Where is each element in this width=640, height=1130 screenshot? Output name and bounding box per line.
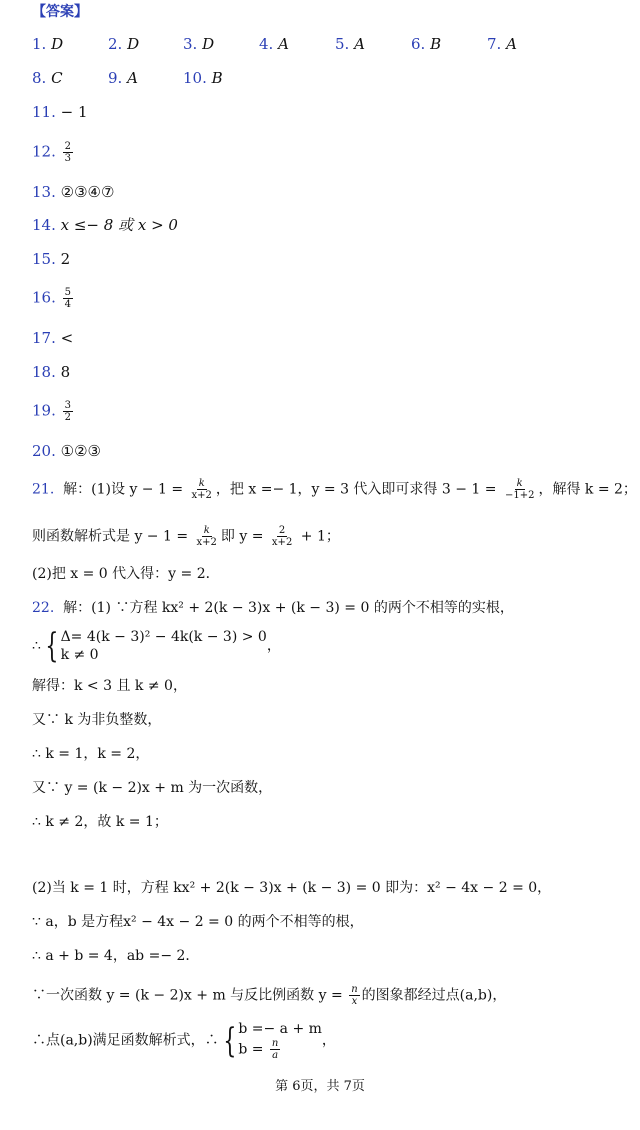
q21-line3: (2)把 x = 0 代入得：y = 2．: [32, 566, 220, 582]
mc-answer: 8. C: [32, 69, 63, 87]
q22-line8: (2)当 k = 1 时，方程 kx² + 2(k − 3)x + (k − 3) = 0 即为：x² − 4x − 2 = 0，: [32, 880, 552, 896]
answer-13: 13. ②③④⑦: [32, 183, 115, 201]
q22-line10: ∴ a + b = 4，ab =− 2．: [32, 948, 200, 964]
q21-line2: 则函数解析式是 y − 1 = $\frac{k}{x+2}$ 即 y = $\frac{2}{x+2}$ + 1；: [32, 525, 340, 548]
mc-answer: 9. A: [108, 69, 138, 87]
mc-answer: 2. D: [108, 35, 140, 53]
answer-15: 15. 2: [32, 250, 71, 268]
q22-line6: 又∵ y = (k − 2)x + m 为一次函数，: [32, 780, 273, 796]
q21-line1: 21. 解：(1)设 y − 1 = $\frac{k}{x+2}$ ，把 x =− 1，y = 3 代入即可求得 3 − 1 = $\frac{k}{-1+2}$ ，解得 k = 2；: [32, 478, 637, 501]
page-footer: 第 6页，共 7页: [275, 1079, 365, 1094]
answer-14: 14. x ≤− 8 或 x > 0: [32, 216, 178, 234]
mc-answer: 4. A: [259, 35, 289, 53]
q22-line3: 解得：k < 3 且 k ≠ 0，: [32, 678, 187, 694]
q22-line11: ∵一次函数 y = (k − 2)x + m 与反比例函数 y = $\frac{n}{x}$ 的图象都经过点(a,b)，: [32, 984, 507, 1007]
mc-answer: 7. A: [487, 35, 517, 53]
mc-answer: 5. A: [335, 35, 365, 53]
q22-line5: ∴ k = 1，k = 2，: [32, 746, 150, 762]
mc-answer: 1. D: [32, 35, 64, 53]
answer-11: 11. − 1: [32, 103, 88, 121]
answer-20: 20. ①②③: [32, 442, 101, 460]
answer-17: 17. <: [32, 329, 74, 347]
mc-answer: 10. B: [183, 69, 223, 87]
mc-answer: 6. B: [411, 35, 442, 53]
q22-line7: ∴ k ≠ 2，故 k = 1；: [32, 814, 168, 830]
answer-16: 16. $\frac{5}{4}$: [32, 287, 72, 310]
q22-system1: ∴ { Δ= 4(k − 3)² − 4k(k − 3) > 0 k ≠ 0 ，: [32, 626, 281, 666]
answer-18: 18. 8: [32, 363, 71, 381]
answer-19: 19. $\frac{3}{2}$: [32, 400, 72, 423]
q22-line1: 22. 解：(1) ∵方程 kx² + 2(k − 3)x + (k − 3) = 0 的两个不相等的实根，: [32, 600, 514, 616]
mc-answer: 3. D: [183, 35, 215, 53]
q22-system2: ∴点(a,b)满足函数解析式，∴ { b =− a + m b = $\frac{n}{a}$ ，: [32, 1020, 336, 1061]
answer-header: 【答案】: [32, 4, 88, 20]
answer-12: 12. $\frac{2}{3}$: [32, 141, 72, 164]
q22-line4: 又∵ k 为非负整数，: [32, 712, 162, 728]
q22-line9: ∵ a，b 是方程x² − 4x − 2 = 0 的两个不相等的根，: [32, 914, 364, 930]
